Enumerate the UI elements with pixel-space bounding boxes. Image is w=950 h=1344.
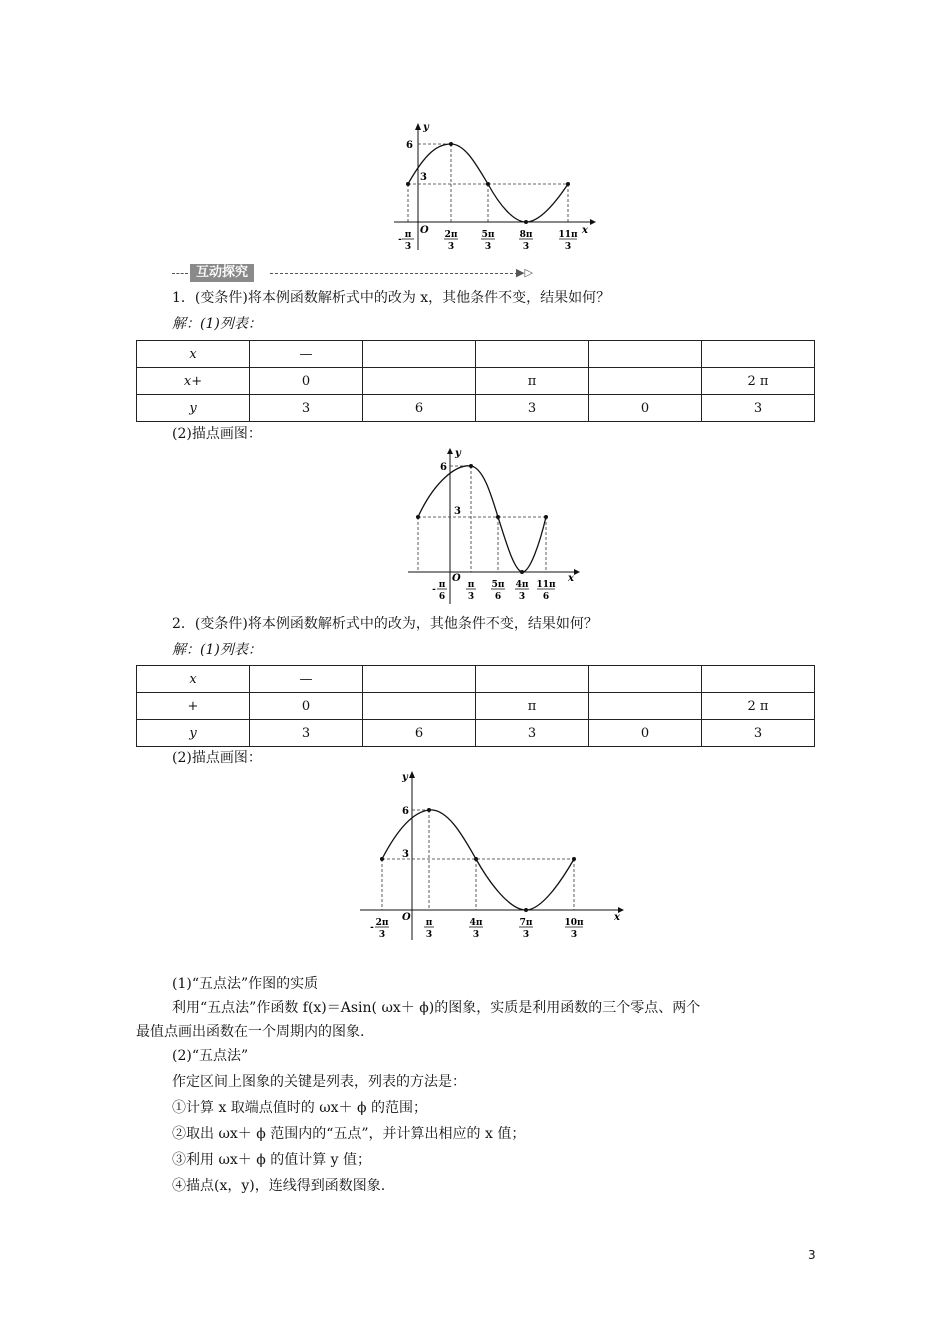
table-cell: — (250, 666, 363, 693)
y-axis-label: y (402, 772, 408, 783)
table-cell (363, 368, 476, 395)
banner-divider (172, 273, 188, 274)
summary-heading-1: (1)“五点法”作图的实质 (172, 976, 319, 992)
x-tick-den: 6 (438, 592, 446, 602)
table-row (137, 395, 815, 422)
table-cell: 0 (589, 720, 702, 747)
origin-label: O (402, 912, 411, 923)
table-cell: π (476, 368, 589, 395)
y-axis-arrow (415, 123, 421, 130)
table-row (137, 341, 815, 368)
table-cell: x (137, 341, 250, 368)
origin-label: O (452, 573, 461, 584)
point (380, 857, 384, 861)
y-axis-arrow (409, 771, 415, 778)
question-2: 2．(变条件)将本例函数解析式中的改为，其他条件不变，结果如何？ (172, 616, 598, 632)
table-row (137, 368, 815, 395)
x-tick-num: 2π (444, 230, 458, 240)
summary-heading-2: (2)“五点法” (172, 1048, 249, 1064)
table-cell: 6 (363, 720, 476, 747)
point (524, 908, 528, 912)
x-tick-num: π (404, 230, 412, 240)
y-axis-label: y (423, 122, 429, 133)
table-cell: 0 (250, 693, 363, 720)
banner-label: 互动探究 (190, 264, 254, 282)
table-cell (702, 666, 815, 693)
table-cell: x+ (137, 368, 250, 395)
x-tick-num: 7π (519, 918, 533, 928)
table-cell: y (137, 395, 250, 422)
solution-1-label: 解：(1)列表： (172, 316, 262, 332)
table-cell (702, 341, 815, 368)
summary-step-4: ④描点(x，y)，连线得到函数图象. (172, 1178, 386, 1194)
x-tick-den: 3 (472, 930, 480, 940)
point (496, 515, 500, 519)
x-tick-den: 3 (447, 242, 455, 252)
table-cell (363, 693, 476, 720)
x-tick-num: π (425, 918, 433, 928)
table-cell (476, 666, 589, 693)
x-tick-den: 3 (518, 592, 526, 602)
x-tick-num: 4π (469, 918, 483, 928)
point (469, 464, 473, 468)
sine-graph-3 (356, 768, 628, 944)
table-cell: 3 (702, 395, 815, 422)
table-cell: 3 (250, 720, 363, 747)
y-tick-6: 6 (402, 806, 409, 817)
y-tick-3: 3 (402, 849, 409, 860)
x-tick-num: 5π (481, 230, 495, 240)
y-axis-arrow (447, 448, 453, 454)
x-tick-den: 3 (425, 930, 433, 940)
point (520, 570, 524, 574)
summary-step-1: ①计算 x 取端点值时的 ωx＋ ϕ 的范围； (172, 1100, 428, 1116)
table-cell: π (476, 693, 589, 720)
page-number: 3 (808, 1248, 816, 1262)
y-tick-6: 6 (440, 462, 447, 473)
y-axis-label: y (455, 448, 461, 459)
table-cell (476, 341, 589, 368)
x-tick-den: 6 (542, 592, 550, 602)
point (566, 182, 570, 186)
interactive-exploration-banner (172, 264, 552, 282)
x-tick-num: 4π (515, 580, 529, 590)
x-tick-den: 3 (522, 242, 530, 252)
point (449, 142, 453, 146)
value-table-1 (136, 340, 815, 422)
x-axis-label: x (614, 912, 620, 923)
summary-paragraph-1-line-2: 最值点画出函数在一个周期内的图象. (136, 1024, 365, 1040)
summary-paragraph-2: 作定区间上图象的关键是列表，列表的方法是： (172, 1074, 466, 1090)
table-cell: 0 (250, 368, 363, 395)
point (406, 182, 410, 186)
x-tick-num: 8π (519, 230, 533, 240)
table-cell: y (137, 720, 250, 747)
table-cell: 6 (363, 395, 476, 422)
point (427, 808, 431, 812)
question-1: 1．(变条件)将本例函数解析式中的改为 x，其他条件不变，结果如何？ (172, 290, 611, 306)
x-axis-arrow (574, 569, 580, 575)
table-row (137, 720, 815, 747)
value-table-2 (136, 665, 815, 747)
x-tick-num: 11π (536, 580, 556, 590)
table-cell (363, 341, 476, 368)
x-tick-num: 11π (558, 230, 578, 240)
y-tick-3: 3 (454, 506, 461, 517)
step-2-label-2: (2)描点画图： (172, 750, 262, 766)
table-cell: 3 (476, 720, 589, 747)
table-row (137, 693, 815, 720)
x-tick-den: 3 (484, 242, 492, 252)
point (572, 857, 576, 861)
x-tick-sign: - (432, 585, 436, 595)
table-cell: 3 (476, 395, 589, 422)
x-tick-den: 3 (378, 930, 386, 940)
x-tick-num: π (467, 580, 475, 590)
x-tick-num: 10π (564, 918, 584, 928)
point (486, 182, 490, 186)
table-cell (589, 368, 702, 395)
x-axis-arrow (590, 219, 596, 225)
y-tick-3: 3 (420, 172, 427, 183)
x-axis-label: x (568, 573, 574, 584)
table-cell: 0 (589, 395, 702, 422)
point (474, 857, 478, 861)
x-tick-den: 3 (404, 242, 412, 252)
banner-divider (270, 273, 518, 274)
point (524, 220, 528, 224)
x-tick-den: 3 (570, 930, 578, 940)
point (416, 515, 420, 519)
solution-2-label: 解：(1)列表： (172, 642, 262, 658)
table-row (137, 666, 815, 693)
table-cell: — (250, 341, 363, 368)
x-axis-label: x (582, 225, 588, 236)
table-cell (589, 693, 702, 720)
summary-paragraph-1-line-1: 利用“五点法”作函数 f(x)＝Asin( ωx＋ ϕ)的图象，实质是利用函数的三个零点、两个 (172, 1000, 701, 1016)
x-tick-den: 3 (564, 242, 572, 252)
summary-step-2: ②取出 ωx＋ ϕ 范围内的“五点”，并计算出相应的 x 值； (172, 1126, 526, 1142)
x-tick-num: 2π (375, 918, 389, 928)
table-cell: x (137, 666, 250, 693)
summary-step-3: ③利用 ωx＋ ϕ 的值计算 y 值； (172, 1152, 372, 1168)
sine-graph-1 (390, 118, 600, 258)
x-tick-sign: - (398, 235, 402, 245)
x-tick-den: 3 (522, 930, 530, 940)
point (544, 515, 548, 519)
table-cell: 3 (250, 395, 363, 422)
table-cell: + (137, 693, 250, 720)
x-tick-sign: - (370, 923, 374, 933)
x-tick-den: 3 (467, 592, 475, 602)
banner-arrow-icon: ▶▷ (516, 266, 533, 279)
table-cell: 3 (702, 720, 815, 747)
x-tick-den: 6 (494, 592, 502, 602)
x-tick-num: 5π (491, 580, 505, 590)
table-cell (363, 666, 476, 693)
step-2-label-1: (2)描点画图： (172, 426, 262, 442)
sine-graph-2 (404, 446, 584, 608)
y-tick-6: 6 (406, 140, 413, 151)
table-cell: 2 π (702, 368, 815, 395)
x-tick-num: π (438, 580, 446, 590)
table-cell (589, 341, 702, 368)
table-cell (589, 666, 702, 693)
table-cell: 2 π (702, 693, 815, 720)
sine-curve (418, 466, 546, 572)
origin-label: O (420, 225, 429, 236)
sine-curve (382, 810, 574, 910)
